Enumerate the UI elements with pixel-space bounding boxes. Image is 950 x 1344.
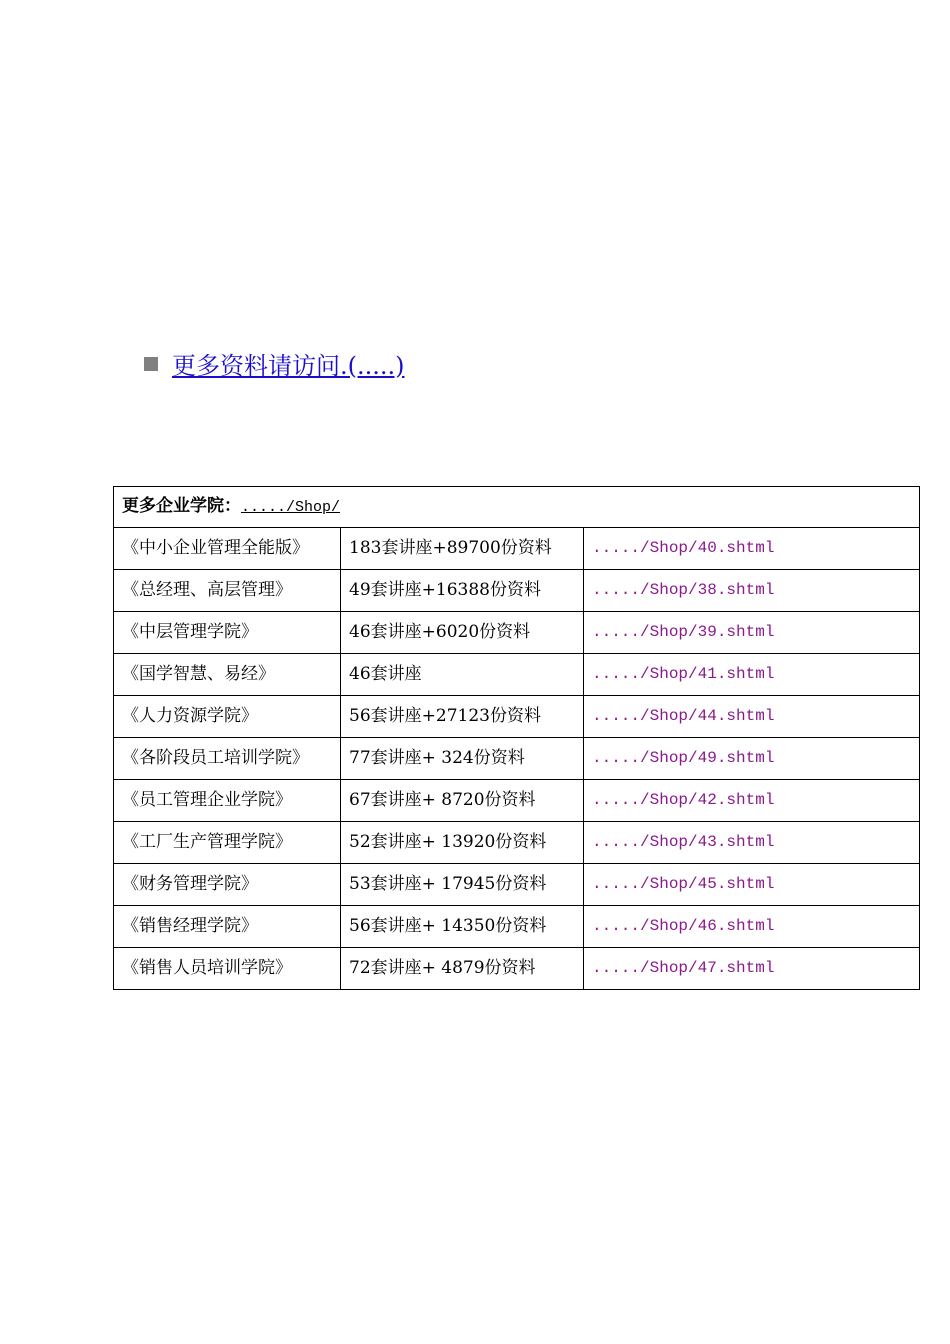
course-url-link[interactable]: ...../Shop/41.shtml — [592, 665, 775, 683]
course-url-link[interactable]: ...../Shop/45.shtml — [592, 875, 775, 893]
course-url — [584, 864, 920, 906]
table-row — [114, 654, 920, 696]
course-name: 《总经理、高层管理》 — [114, 570, 341, 612]
course-url — [584, 780, 920, 822]
table-row — [114, 822, 920, 864]
course-url-link[interactable]: ...../Shop/43.shtml — [592, 833, 775, 851]
course-url-link[interactable]: ...../Shop/46.shtml — [592, 917, 775, 935]
course-name: 《各阶段员工培训学院》 — [114, 738, 341, 780]
shop-table — [113, 486, 920, 990]
table-row — [114, 696, 920, 738]
table-row — [114, 906, 920, 948]
course-url — [584, 528, 920, 570]
course-content: 49套讲座+16388份资料 — [341, 570, 584, 612]
course-name: 《国学智慧、易经》 — [114, 654, 341, 696]
table-header-cell — [114, 487, 920, 528]
course-content: 183套讲座+89700份资料 — [341, 528, 584, 570]
course-name: 《销售经理学院》 — [114, 906, 341, 948]
shop-home-link[interactable]: ...../Shop/ — [241, 499, 341, 516]
course-url-link[interactable]: ...../Shop/49.shtml — [592, 749, 775, 767]
course-content: 46套讲座+6020份资料 — [341, 612, 584, 654]
course-name: 《人力资源学院》 — [114, 696, 341, 738]
table-row — [114, 528, 920, 570]
course-url — [584, 696, 920, 738]
course-content: 72套讲座+ 4879份资料 — [341, 948, 584, 990]
table-row — [114, 948, 920, 990]
course-name: 《销售人员培训学院》 — [114, 948, 341, 990]
course-content: 46套讲座 — [341, 654, 584, 696]
course-url — [584, 906, 920, 948]
table-header-row — [114, 487, 920, 528]
course-name: 《中小企业管理全能版》 — [114, 528, 341, 570]
course-name: 《工厂生产管理学院》 — [114, 822, 341, 864]
course-name: 《员工管理企业学院》 — [114, 780, 341, 822]
square-bullet-icon — [144, 357, 158, 371]
course-url — [584, 612, 920, 654]
course-url-link[interactable]: ...../Shop/40.shtml — [592, 539, 775, 557]
course-url — [584, 570, 920, 612]
course-url-link[interactable]: ...../Shop/38.shtml — [592, 581, 775, 599]
visit-line — [144, 346, 405, 380]
course-url-link[interactable]: ...../Shop/47.shtml — [592, 959, 775, 977]
table-row — [114, 612, 920, 654]
visit-more-link[interactable]: 更多资料请访问.(.....) — [172, 351, 405, 380]
course-content: 77套讲座+ 324份资料 — [341, 738, 584, 780]
course-url-link[interactable]: ...../Shop/42.shtml — [592, 791, 775, 809]
course-content: 56套讲座+ 14350份资料 — [341, 906, 584, 948]
course-url — [584, 948, 920, 990]
course-url — [584, 822, 920, 864]
course-content: 52套讲座+ 13920份资料 — [341, 822, 584, 864]
course-content: 53套讲座+ 17945份资料 — [341, 864, 584, 906]
table-row — [114, 864, 920, 906]
course-content: 56套讲座+27123份资料 — [341, 696, 584, 738]
course-url — [584, 654, 920, 696]
course-url — [584, 738, 920, 780]
course-name: 《中层管理学院》 — [114, 612, 341, 654]
header-label: 更多企业学院： — [122, 496, 241, 516]
course-url-link[interactable]: ...../Shop/39.shtml — [592, 623, 775, 641]
course-content: 67套讲座+ 8720份资料 — [341, 780, 584, 822]
table-row — [114, 738, 920, 780]
course-url-link[interactable]: ...../Shop/44.shtml — [592, 707, 775, 725]
table-row — [114, 780, 920, 822]
table-row — [114, 570, 920, 612]
course-name: 《财务管理学院》 — [114, 864, 341, 906]
